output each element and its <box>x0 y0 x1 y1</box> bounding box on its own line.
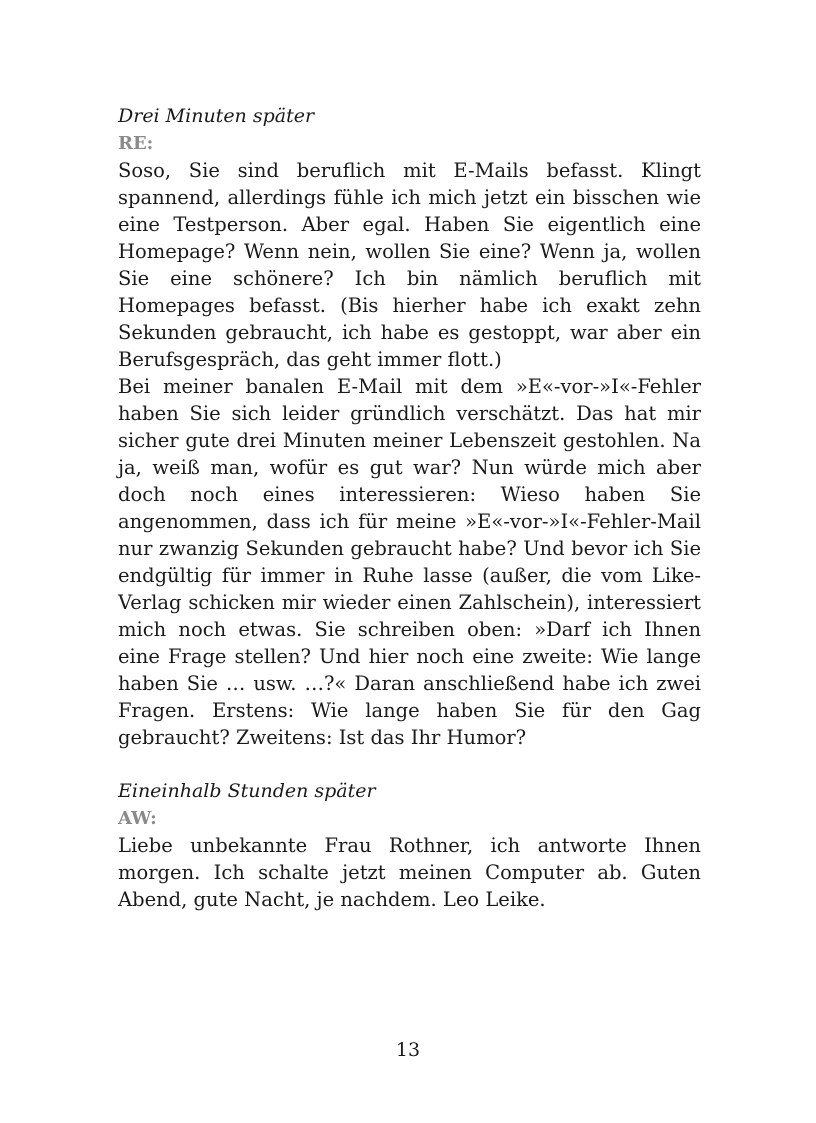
email-section <box>118 778 701 913</box>
body-paragraph: Liebe unbekannte Frau Rothner, ich antworte Ihnen morgen. Ich schalte jetzt meinen Computer ab. Guten Abend, gute Nacht, je nachdem. Leo Leike. <box>118 834 701 911</box>
section-time-heading: Drei Minuten später <box>118 105 315 127</box>
page-number: 13 <box>395 1039 421 1061</box>
email-section <box>118 103 701 751</box>
speaker-label: AW: <box>118 808 157 829</box>
section-time-heading: Eineinhalb Stunden später <box>118 780 376 802</box>
body-paragraph: Bei meiner banalen E-Mail mit dem »E«-vor-»I«-Fehler haben Sie sich leider gründlich verschätzt. Das hat mir sicher gute drei Minuten meiner Lebenszeit gestohlen. Na ja, weiß man, wofür es gut war? Nun würde mich aber doch noch eines interessieren: Wieso haben Sie angenommen, dass ich für meine »E«-vor-»I«-Fehler-Mail nur zwanzig Sekunden gebraucht habe? Und bevor ich Sie endgültig für immer in Ruhe lasse (außer, die vom Like-Verlag schicken mir wieder einen Zahlschein), interessiert mich noch etwas. Sie schreiben oben: »Darf ich Ihnen eine Frage stellen? Und hier noch eine zweite: Wie lange haben Sie … usw. …?« Daran anschließend habe ich zwei Fragen. Erstens: Wie lange haben Sie für den Gag gebraucht? Zweitens: Ist das Ihr Humor? <box>118 375 701 749</box>
speaker-label: RE: <box>118 133 154 154</box>
body-paragraph: Soso, Sie sind beruflich mit E-Mails befasst. Klingt spannend, allerdings fühle ich mich jetzt ein bisschen wie eine Testperson. Aber egal. Haben Sie eigentlich eine Homepage? Wenn nein, wollen Sie eine? Wenn ja, wollen Sie eine schönere? Ich bin nämlich beruflich mit Homepages befasst. (Bis hierher habe ich exakt zehn Sekunden gebraucht, ich habe es gestoppt, war aber ein Berufsgespräch, das geht immer flott.) <box>118 159 701 371</box>
page-body <box>118 103 701 913</box>
section-spacer <box>118 751 701 778</box>
